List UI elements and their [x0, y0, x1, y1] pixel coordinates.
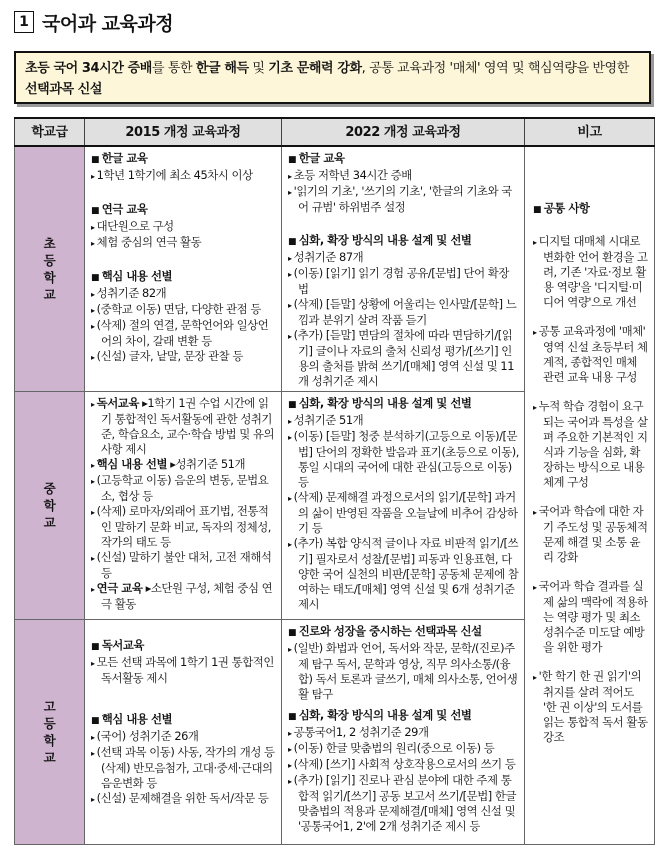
list-item: ▸ 성취기준 87개: [288, 250, 519, 266]
list-item: ▸ (추가) [듣말] 면담의 절차에 따라 면담하기/[읽기] 글이나 자료의 출처 신뢰성 평가/[쓰기] 인용의 출처를 밝혀 쓰기/[매체] 영역 신설 및 11개 성취기준 제시: [288, 328, 519, 389]
list-item: ▸ (이동) 한글 맞춤법의 원리(중으로 이동) 등: [288, 741, 519, 757]
list-item: ▸ '읽기의 기초', '쓰기의 기초', '한글의 기초와 국어 규범' 하위범주 설정: [288, 184, 519, 215]
section-heading: ■ 핵심 내용 선별: [91, 269, 276, 286]
list-item: ▸ (고등학교 이동) 음운의 변동, 문법요소, 협상 등: [91, 473, 276, 504]
level-char: 학: [43, 270, 56, 285]
section-heading: ■ 한글 교육: [288, 151, 519, 168]
list-item: [91, 457, 276, 473]
list-item: ▸ (일반) 화법과 언어, 독서와 작문, 문학/(진로)주제 탐구 독서, 문학과 영상, 직무 의사소통/(융합) 독서 토론과 글쓰기, 매체 의사소통, 언어생활 탐구: [288, 641, 519, 702]
list-item: ▸ (삭제) [쓰기] 사회적 상호작용으로서의 쓰기 등: [288, 757, 519, 773]
level-char: 교: [43, 750, 56, 765]
section-heading: ■ 독서교육: [91, 638, 276, 655]
remark-item: ▸ 공통 교육과정에 '매체' 영역 신설 초등부터 체계적, 종합적인 매체 관련 교육 내용 구성: [533, 324, 648, 385]
list-item: ▸ (중학교 이동) 면담, 다양한 관점 등: [91, 302, 276, 318]
section-tail: ▸1학기 1권 수업 시간에 읽기 통합적인 독서활동에 관한 성취기준, 학습요소, 교수·학습 방법 및 유의사항 제시: [101, 396, 275, 456]
section-number: 1: [14, 11, 34, 33]
level-char: 학: [43, 498, 56, 513]
level-char: 교: [43, 287, 56, 302]
list-item: ▸ 공통국어1, 2 성취기준 29개: [288, 725, 519, 741]
level-char: 교: [43, 515, 56, 530]
section-heading: 핵심 내용 선별: [96, 457, 168, 471]
list-item: ▸ (국어) 성취기준 26개: [91, 729, 276, 745]
header-2022: 2022 개정 교육과정: [282, 118, 525, 146]
section-heading: 연극 교육: [96, 581, 143, 595]
list-item: ▸ (신설) 글자, 낱말, 문장 관찰 등: [91, 349, 276, 365]
middle-2022: [282, 392, 525, 620]
middle-2015: [85, 392, 282, 620]
level-char: 학: [43, 733, 56, 748]
remarks-heading: ■ 공통 사항: [533, 201, 648, 218]
level-middle: [15, 392, 85, 620]
summary-p4: 및: [248, 61, 269, 76]
list-item: ▸ (삭제) [듣말] 상황에 어울리는 인사말/[문학] 느낌과 분위기 살려 작품 듣기: [288, 297, 519, 328]
section-heading: ■ 연극 교육: [91, 202, 276, 219]
level-high: [15, 620, 85, 845]
curriculum-table: [14, 117, 655, 845]
elementary-2015: [85, 146, 282, 392]
list-item: ▸ 초등 저학년 34시간 증배: [288, 168, 519, 184]
list-item: ▸ 1학년 1학기에 최소 45차시 이상: [91, 168, 276, 184]
list-item: ▸ 성취기준 82개: [91, 286, 276, 302]
list-item: ▸ 체험 중심의 연극 활동: [91, 235, 276, 251]
section-tail: ▸소단원 구성, 체험 중심 연극 활동: [101, 581, 273, 611]
remark-item: ▸ 누적 학습 경험이 요구되는 국어과 특성을 살펴 주요한 기본적인 지식과 기능을 심화, 확장하는 방식으로 내용 체계 구성: [533, 399, 648, 490]
level-char: 등: [43, 716, 56, 731]
section-title-text: 국어과 교육과정: [42, 12, 174, 35]
summary-p6: , 공통 교육과정 '매체' 영역 및 핵심역량을 반영한: [361, 61, 629, 76]
header-row: [15, 118, 655, 146]
section-heading: ■ 한글 교육: [91, 151, 276, 168]
list-item: ▸ (삭제) 절의 연결, 문학언어와 일상언어의 차이, 갈래 변환 등: [91, 318, 276, 349]
list-item: ▸ 대단원으로 구성: [91, 219, 276, 235]
header-level: 학교급: [15, 118, 85, 146]
remark-item: ▸ 국어과 학습에 대한 자기 주도성 및 공동체적 문제 해결 및 소통 윤리 강화: [533, 504, 648, 565]
level-char: 고: [43, 699, 56, 714]
elementary-2022: [282, 146, 525, 392]
level-char: 중: [43, 481, 56, 496]
list-item: ▸ (이동) [듣말] 청중 분석하기(고등으로 이동)/[문법] 단어의 정확한 발음과 표기(초등으로 이동), 통일 시대의 국어에 대한 관심(고등으로 이동) 등: [288, 429, 519, 490]
list-item: [91, 396, 276, 457]
section-heading: 독서교육: [96, 396, 139, 410]
list-item: ▸ (선택 과목 이동) 사동, 작가의 개성 등(삭제) 반모음첨가, 고대·중세·근대의 음운변화 등: [91, 745, 276, 791]
summary-p1: 초등 국어 34시간 증배: [25, 61, 152, 76]
high-2022: [282, 620, 525, 845]
header-remarks: 비고: [525, 118, 655, 146]
section-heading: ■ 진로와 성장을 중시하는 선택과목 신설: [288, 624, 519, 641]
summary-p2: 를 통한: [151, 61, 196, 76]
section-heading: ■ 심화, 확장 방식의 내용 설계 및 선별: [288, 708, 519, 725]
list-item: ▸ (추가) [읽기] 진로나 관심 분야에 대한 주제 통합적 읽기/[쓰기] 공동 보고서 쓰기/[문법] 한글 맞춤법의 적용과 문제해결/[매체] 영역 신설 및 '공통국어1, 2'에 2개 성취기준 제시 등: [288, 773, 519, 834]
level-char: 등: [43, 253, 56, 268]
section-title: [14, 8, 173, 36]
list-item: ▸ (삭제) 문제해결 과정으로서의 읽기/[문학] 과거의 삶이 반영된 작품을 오늘날에 비추어 감상하기 등: [288, 490, 519, 536]
section-tail: ▸성취기준 51개: [170, 457, 246, 471]
level-char: 초: [43, 236, 56, 251]
list-item: ▸ (신설) 말하기 불안 대처, 고전 재해석 등: [91, 550, 276, 581]
list-item: [91, 581, 276, 612]
summary-p5: 기초 문해력 강화: [268, 61, 362, 76]
list-item: ▸ (신설) 문제해결을 위한 독서/작문 등: [91, 791, 276, 807]
remarks-cell: [525, 146, 655, 845]
list-item: ▸ (삭제) 로마자/외래어 표기법, 전통적인 말하기 문화 비교, 독자의 정체성, 작가의 태도 등: [91, 504, 276, 550]
section-heading: ■ 심화, 확장 방식의 내용 설계 및 선별: [288, 396, 519, 413]
high-2015: [85, 620, 282, 845]
header-2015: 2015 개정 교육과정: [85, 118, 282, 146]
list-item: ▸ (이동) [읽기] 읽기 경험 공유/[문법] 단어 확장법: [288, 266, 519, 297]
list-item: ▸ 성취기준 51개: [288, 413, 519, 429]
summary-box: [14, 51, 651, 104]
remark-item: ▸ 디지털 대매체 시대로 변화한 언어 환경을 고려, 기존 '자료·정보 활용 역량'을 '디지털·미디어 역량'으로 개선: [533, 234, 648, 310]
remark-item: ▸ 국어과 학습 결과를 실제 삶의 맥락에 적용하는 역량 평가 및 최소 성취수준 미도달 예방을 위한 평가: [533, 579, 648, 655]
list-item: ▸ (추가) 복합 양식적 글이나 자료 비판적 읽기/[쓰기] 필자로서 성찰/[문법] 피동과 인용표현, 다양한 국어 실천의 비판/[문학] 공동체 문제에 참여하는 태도/[매체] 영역 신설 및 6개 성취기준 제시: [288, 536, 519, 612]
summary-p3: 한글 해득: [195, 61, 249, 76]
summary-p7: 선택과목 신설: [25, 82, 103, 97]
remark-item: ▸ '한 학기 한 권 읽기'의 취지를 살려 적어도 '한 권 이상'의 도서를 읽는 통합적 독서 활동 강조: [533, 669, 648, 745]
section-heading: ■ 심화, 확장 방식의 내용 설계 및 선별: [288, 233, 519, 250]
list-item: ▸ 모든 선택 과목에 1학기 1권 통합적인 독서활동 제시: [91, 655, 276, 686]
row-elementary: [15, 146, 655, 392]
section-heading: ■ 핵심 내용 선별: [91, 712, 276, 729]
level-elementary: [15, 146, 85, 392]
